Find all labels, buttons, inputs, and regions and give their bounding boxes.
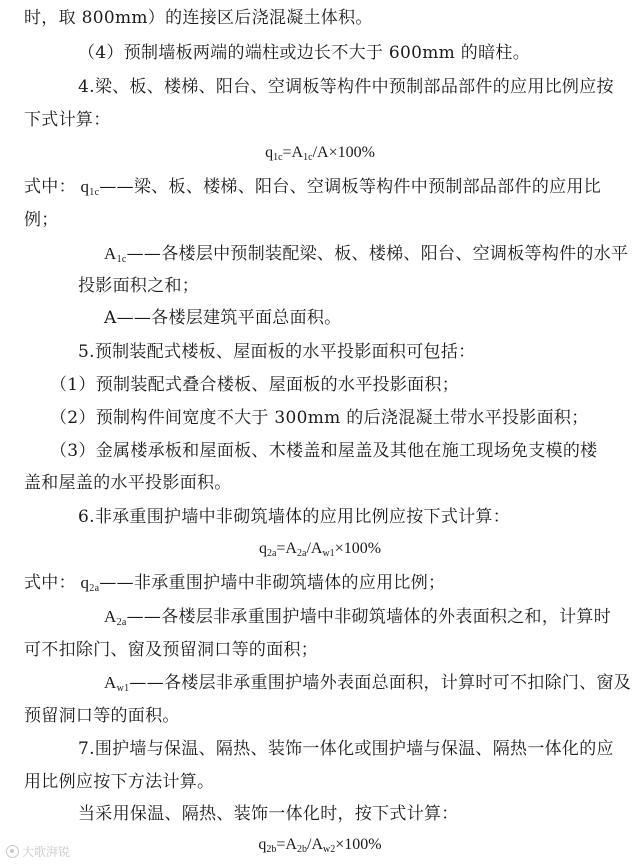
text-line: 预留洞口等的面积。 (24, 706, 180, 726)
text-line: 7.围护墙与保温、隔热、装饰一体化或围护墙与保温、隔热一体化的应 (78, 739, 614, 759)
formula-q2a: $q_{2a}=A_{2a}/A_{w1}\times 100\%$ (258, 540, 382, 559)
definition-line: $A_{2a}——$各楼层非承重围护墙中非砌筑墙体的外表面积之和，计算时 (104, 607, 612, 628)
text-line: （1）预制装配式叠合楼板、屋面板的水平投影面积； (50, 375, 460, 395)
text-line: 可不扣除门、窗及预留洞口等的面积； (24, 640, 319, 660)
text-line: （3）金属楼承板和屋面板、木楼盖和屋盖及其他在施工现场免支模的楼 (50, 441, 598, 461)
definition-line: 式中： $q_{1c}——$梁、板、楼梯、阳台、空调板等构件中预制部品部件的应用比 (24, 177, 602, 198)
text-line: 时，取 800mm）的连接区后浇混凝土体积。 (24, 8, 373, 28)
text-line: 当采用保温、隔热、装饰一体化时，按下式计算： (78, 804, 459, 824)
text-line: （4）预制墙板两端的端柱或边长不大于 600mm 的暗柱。 (78, 43, 531, 63)
text-line: 盖和屋盖的水平投影面积。 (24, 473, 232, 493)
formula-q2b: $q_{2b}=A_{2b}/A_{w2}\times 100\%$ (258, 836, 382, 855)
definition-line: $A_{1c}——$各楼层中预制装配梁、板、楼梯、阳台、空调板等构件的水平 (104, 244, 629, 265)
watermark (6, 843, 70, 860)
text-line: 投影面积之和； (78, 276, 200, 296)
text-line: （2）预制构件间宽度不大于 300mm 的后浇混凝土带水平投影面积； (50, 408, 589, 428)
text-line: A——各楼层建筑平面总面积。 (104, 308, 342, 328)
definition-line: $A_{w1}——$各楼层非承重围护墙外表面总面积，计算时可不扣除门、窗及 (104, 673, 632, 694)
text-line: 用比例应按下方法计算。 (24, 772, 215, 792)
text-line: 4.梁、板、楼梯、阳台、空调板等构件中预制部品部件的应用比例应按 (78, 77, 614, 97)
definition-line: 式中： $q_{2a}——$非承重围护墙中非砌筑墙体的应用比例； (24, 573, 446, 594)
text-line: 例； (24, 210, 59, 230)
formula-q1c: $q_{1c}=A_{1c}/A\times 100\%$ (265, 144, 375, 163)
text-line: 6.非承重围护墙中非砌筑墙体的应用比例应按下式计算： (78, 507, 511, 527)
text-line: 5.预制装配式楼板、屋面板的水平投影面积可包括： (78, 342, 476, 362)
text-line: 下式计算： (24, 110, 111, 130)
watermark-text: 大歌湃锐 (22, 845, 71, 859)
watermark-logo-icon (6, 845, 19, 858)
